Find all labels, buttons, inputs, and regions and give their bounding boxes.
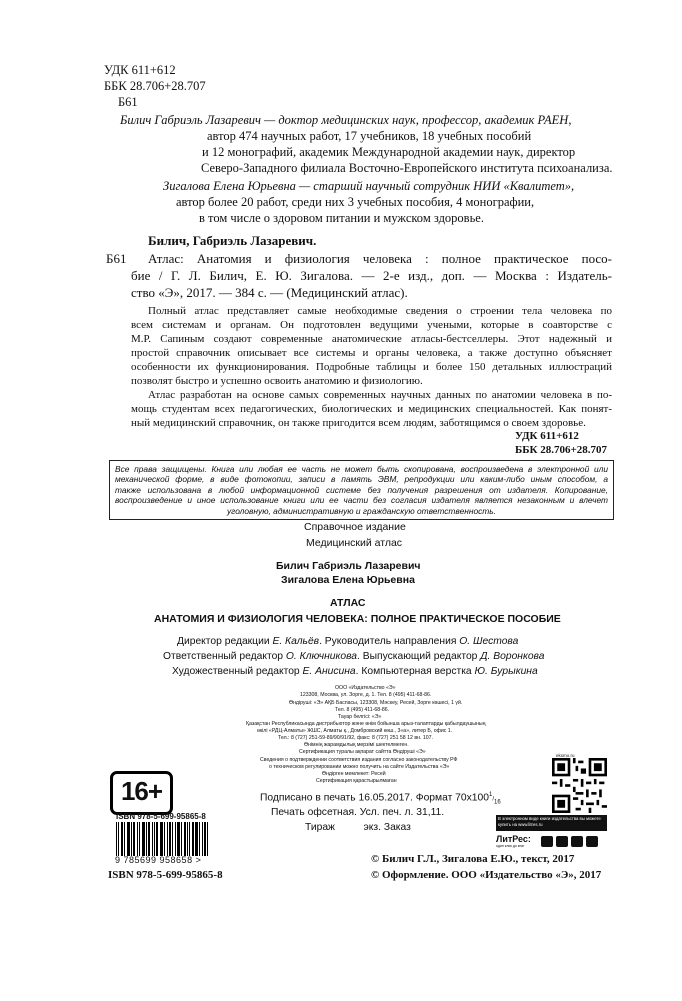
litres-promo-banner xyxy=(496,815,607,831)
publisher-line: Тел.: 8 (727) 251-59-89/90/91/92, факс: 8 (727) 251 58 12 вн. 107. xyxy=(278,735,433,741)
author-info-line: в том числе о здоровом питании и мужском здоровье. xyxy=(199,211,484,225)
catalog-line: бие / Г. Л. Билич, Е. Ю. Зигалова. — 2-е изд., доп. — Москва : Издатель- xyxy=(131,268,612,283)
author-info-line: и 12 монографий, академик Международной академии наук, директор xyxy=(202,145,576,159)
print-signed: Подписано в печать 16.05.2017. Формат $70x100^1/_{16}$ xyxy=(260,792,501,806)
author-info-line: автор 474 научных работ, 17 учебников, 18 учебных пособий xyxy=(207,129,532,143)
rights-line: воспроизведение и иное использование книги или ее части без согласия издателя является незаконным и влечет xyxy=(115,495,608,506)
udk-code: УДК 611+612 xyxy=(104,63,176,77)
apple-store-icon xyxy=(541,836,553,847)
author-info-line: Билич Габриэль Лазаревич — доктор медицинских наук, профессор, академик РАЕН, xyxy=(120,113,572,127)
credit-line: Художественный редактор Е. Анисина. Компьютерная верстка Ю. Бурыкина xyxy=(172,666,538,677)
android-store-icon xyxy=(556,836,568,847)
publisher-line: Сертификация туралы ақпарат сайтта Өндіруші «Э» xyxy=(299,749,426,755)
publisher-line: Қазақстан Республикасында дистрибьютор және өнім бойынша арыз-талаптарды қабылдаушының xyxy=(246,721,486,727)
annotation-line: М.Р. Сапиным создают современные анатомические атласы-бестселлеры. Этот надежный и xyxy=(131,333,612,345)
udk-code-repeat: УДК 611+612 xyxy=(515,430,579,442)
annotation-line: всем системам и органам. Он подготовлен ведущими учеными, которые в соавторстве с xyxy=(131,319,612,331)
publisher-line: о техническом регулировании можно получить на сайте Издательства «Э» xyxy=(269,764,450,770)
book-subtitle: АНАТОМИЯ И ФИЗИОЛОГИЯ ЧЕЛОВЕКА: ПОЛНОЕ ПРАКТИЧЕСКОЕ ПОСОБИЕ xyxy=(154,613,561,625)
catalog-line: Атлас: Анатомия и физиология человека : полное практическое посо- xyxy=(148,251,612,266)
annotation-line: ный медицинский справочник, он также пригодится всем людям, заботящимся о своем здоровье. xyxy=(131,417,586,429)
publisher-line: 123308, Москва, ул. Зорге, д. 1. Тел. 8 (495) 411-68-86. xyxy=(300,692,432,698)
publisher-line: Тауар белгісі: «Э» xyxy=(338,714,382,720)
bbk-code: ББК 28.706+28.707 xyxy=(104,79,206,93)
publisher-line: Өндіруші: «Э» АҚБ Баспасы, 123308, Мәскеу, Ресей, Зорге көшесі, 1 үй. xyxy=(289,700,463,706)
annotation-line: позволят быстро и успешно освоить анатомию и физиологию. xyxy=(131,375,423,387)
catalog-heading: Билич, Габриэль Лазаревич. xyxy=(148,233,317,248)
ebook-store-icon xyxy=(586,836,598,847)
age-rating-badge xyxy=(110,771,173,815)
rights-line: также использована в любой информационной системе без получения разрешения от издателя. Копирование, xyxy=(115,484,608,495)
bbk-code-repeat: ББК 28.706+28.707 xyxy=(515,444,608,456)
annotation-line: простой справочник описывает все системы и органы человека, а также доступно объясняет xyxy=(131,347,612,359)
publisher-line: Сертификация қарастырылмаған xyxy=(316,778,397,784)
annotation-line: мощь студентам всех педагогических, биологических и медицинских специальностей. Как понят- xyxy=(131,403,612,415)
rights-line: механической форме, в виде фотокопии, записи в память ЭВМ, репродукции или каким-либо иным способом, а xyxy=(115,474,608,485)
edition-series: Медицинский атлас xyxy=(306,537,403,549)
publisher-line: Өндірген мемлекет: Ресей xyxy=(322,771,386,777)
barcode-digits: 9 785699 958658 > xyxy=(115,855,202,865)
book-title: АТЛАС xyxy=(330,597,366,609)
litres-tagline: один клик до книг xyxy=(496,844,525,848)
author-info-line: Зигалова Елена Юрьевна — старший научный сотрудник НИИ «Квалитет», xyxy=(163,179,575,193)
edition-type: Справочное издание xyxy=(304,521,406,533)
publisher-line: Тел. 8 (495) 411-68-86. xyxy=(335,707,390,713)
catalog-line: ство «Э», 2017. — 384 с. — (Медицинский атлас). xyxy=(131,285,408,300)
litres-logo: ЛитРес: xyxy=(496,834,531,844)
author-info-line: Северо-Западного филиала Восточно-Европейского института психоанализа. xyxy=(201,161,613,175)
annotation-line: Атлас разработан на основе самых современных научных данных по анатомии человека в по- xyxy=(148,389,612,401)
copyright-line: © Оформление. ООО «Издательство «Э», 2017 xyxy=(371,869,602,881)
publisher-line: ООО «Издательство «Э» xyxy=(335,685,396,691)
isbn-bottom: ISBN 978-5-699-95865-8 xyxy=(108,869,223,881)
publisher-line: Өнімнің жарамдылық мерзімі шектелмеген. xyxy=(304,742,409,748)
author-mark: Б61 xyxy=(118,95,138,109)
rights-line: Все права защищены. Книга или любая ее часть не может быть скопирована, воспроизведена в электронной или xyxy=(115,464,608,474)
credit-line: Ответственный редактор О. Ключникова. Выпускающий редактор Д. Воронкова xyxy=(163,651,545,662)
print-run: Тираж экз. Заказ xyxy=(305,822,411,833)
copyright-line: © Билич Г.Л., Зигалова Е.Ю., текст, 2017 xyxy=(371,853,575,865)
author-name: Зигалова Елена Юрьевна xyxy=(281,574,415,586)
catalog-mark: Б61 xyxy=(106,251,127,266)
print-sheets: Печать офсетная. Усл. печ. л. 31,11. xyxy=(271,807,445,818)
annotation-line: особенности их функционирования. Подробные таблицы и более 150 детальных иллюстраций xyxy=(131,361,612,373)
age-rating-label: 16+ xyxy=(120,776,163,806)
rights-line: уголовную, административную и гражданскую ответственность. xyxy=(226,505,497,516)
litres-promo-text: В электронном виде книги издательства вы можете купить на www.litres.ru xyxy=(498,816,601,827)
publisher-line: Сведения о подтверждении соответствия издания согласно законодательству РФ xyxy=(260,757,458,763)
windows-store-icon xyxy=(571,836,583,847)
rights-notice-box xyxy=(109,460,614,520)
credit-line: Директор редакции Е. Кальёв. Руководитель направления О. Шестова xyxy=(177,636,519,647)
author-info-line: автор более 20 работ, среди них 3 учебных пособия, 4 монографии, xyxy=(176,195,535,209)
author-name: Билич Габриэль Лазаревич xyxy=(276,560,421,572)
site-label: eksmo.ru xyxy=(556,753,575,758)
isbn-barcode xyxy=(116,822,226,856)
publisher-line: өкілі «РДЦ-Алматы» ЖШС, Алматы қ., Домбровский көш., 3«а», литер Б, офис 1. xyxy=(257,728,453,734)
qr-code xyxy=(552,758,607,813)
annotation-line: Полный атлас представляет самые необходимые сведения о строении тела человека по xyxy=(148,305,612,317)
isbn-top: ISBN 978-5-699-95865-8 xyxy=(116,812,206,821)
